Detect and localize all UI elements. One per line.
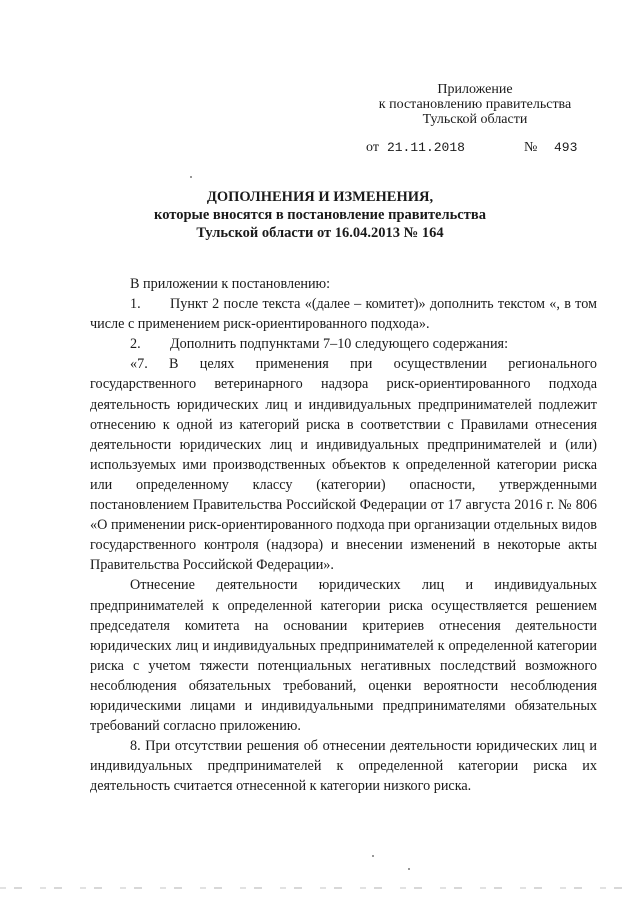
title-line-3: Тульской области от 16.04.2013 № 164 [196,225,444,241]
item-2-label: 2. [130,336,141,353]
title-line-2: которые вносятся в постановление правительства [154,207,486,223]
annex-region: Тульской области [422,112,528,127]
paragraph-8: 8. При отсутствии решения об отнесении деятельности юридических лиц и индивидуальных предпринимателей к определенной категории риска их деятельность считается отнесенной к категории низкого риска. [90,738,597,795]
item-1 [90,294,597,334]
annex-title: Приложение [437,82,513,97]
annex-reference: к постановлению правительства [378,97,572,112]
paragraph-7: «7. В целях применения при осуществлении регионального государственного ветеринарного надзора риск-ориентированного подхода деятельность юридических лиц и индивидуальных предпринимателей подлежит отнесению к одной из категорий риска в соответствии с Правилами отнесения деятельности юридических лиц и индивидуальных предпринимателей и (или) используемых ими производственных объектов к определенной категории риска или определенному классу (категории) опасности, утвержденными постановлением Правительства Российской Федерации от 17 августа 2016 г. № 806 «О применении риск-ориентированного подхода при организации отдельных видов государственного контроля (надзора) и внесении изменений в некоторые акты Правительства Российской Федерации». [90,356,597,574]
scan-edge-noise [0,887,640,889]
scan-speck [372,855,374,857]
document-number: 493 [554,140,578,155]
number-label: № [524,140,538,155]
scan-speck [408,868,410,870]
paragraph-7-continued: Отнесение деятельности юридических лиц и индивидуальных предпринимателей к определенной категории риска осуществляется решением председателя комитета на основании критериев отнесения деятельности юридических лиц и индивидуальных предпринимателей к определенной категории риска с учетом тяжести потенциальных негативных последствий возможного несоблюдения обязательных требований, оценки вероятности несоблюдения юридическими лицами и индивидуальными предпринимателями обязательных требований согласно приложению. [90,577,597,735]
registration-line [366,140,578,156]
item-1-text: Пункт 2 после текста «(далее – комитет)» дополнить текстом «, в том числе с применением риск-ориентированного подхода». [90,296,597,333]
intro-paragraph: В приложении к постановлению: [130,276,331,292]
annex-block [360,82,590,127]
title-line-1: ДОПОЛНЕНИЯ И ИЗМЕНЕНИЯ, [206,189,434,205]
document-title [60,188,580,242]
scan-speck [190,176,192,178]
item-2-text: Дополнить подпунктами 7–10 следующего содержания: [170,336,509,353]
date-label: от [366,140,379,155]
document-date: 21.11.2018 [386,140,465,155]
item-2 [90,334,597,354]
document-body [90,274,597,796]
item-1-label: 1. [130,296,141,313]
